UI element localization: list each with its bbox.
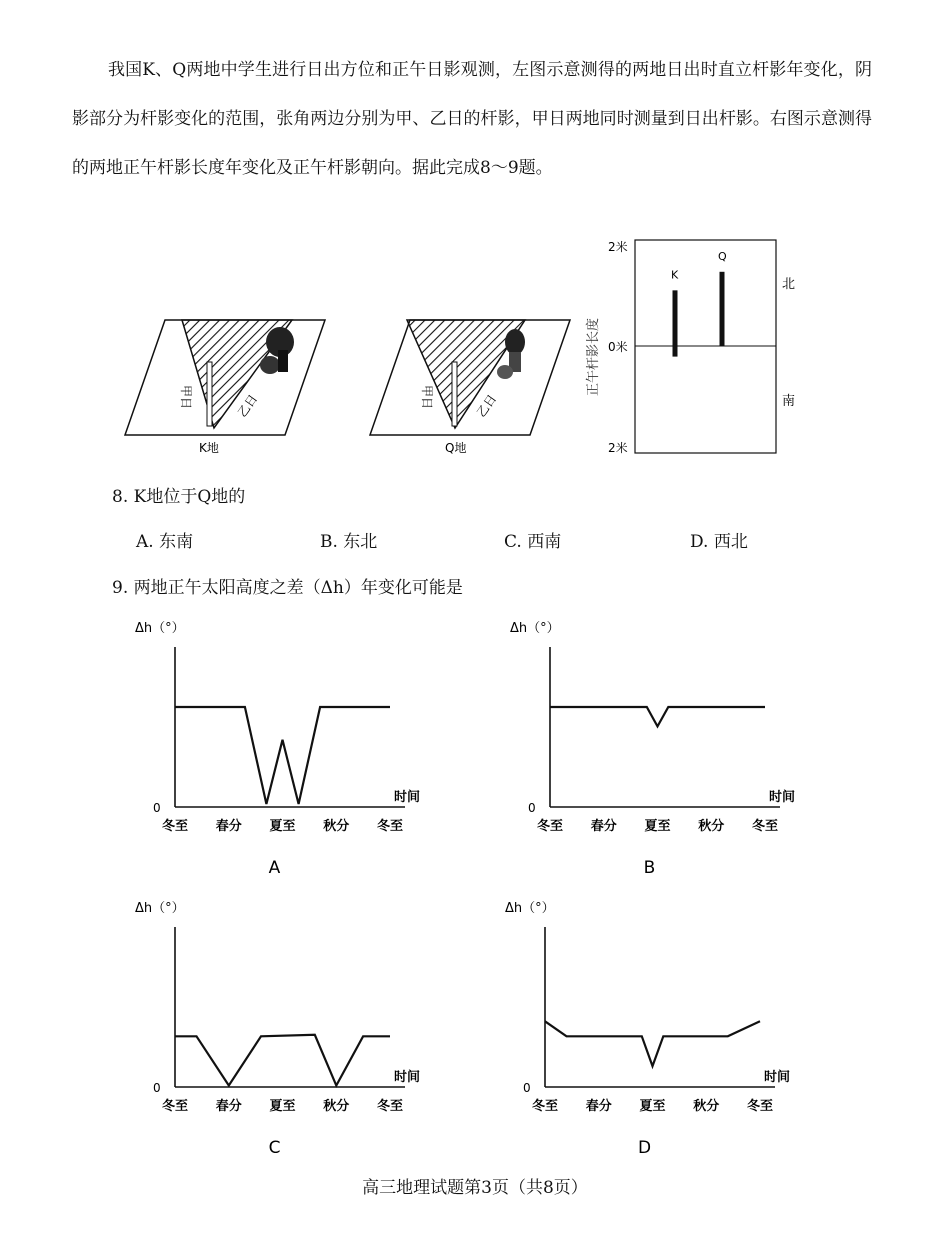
page-footer: 高三地理试题第3页（共8页）	[362, 1178, 588, 1198]
q-jia-label: 甲日	[420, 385, 434, 410]
k-jia-label: 甲日	[179, 385, 193, 410]
x-tick-label: 夏至	[269, 1099, 296, 1114]
top-tick: 2米	[608, 240, 628, 254]
x-tick-label: 秋分	[323, 819, 350, 834]
y-axis-label: 正午杆影长度	[586, 317, 601, 396]
bottom-tick: 2米	[608, 441, 628, 455]
noon-shadow-chart	[575, 232, 815, 462]
q9-stem: 9. 两地正午太阳高度之差（Δh）年变化可能是	[112, 578, 463, 598]
x-tick-label: 冬至	[531, 1099, 559, 1114]
x-axis-label: 时间	[394, 790, 421, 805]
x-tick-label: 冬至	[161, 1099, 189, 1114]
k-yi-label: 乙日	[234, 392, 261, 420]
x-tick-label: 秋分	[323, 1099, 350, 1114]
x-tick-label: 夏至	[639, 1099, 666, 1114]
pole	[207, 362, 212, 426]
q-yi-label: 乙日	[473, 392, 500, 420]
q8-option-a[interactable]: A. 东南	[136, 532, 194, 552]
x-tick-label: 冬至	[751, 819, 779, 834]
sunrise-shadow-figure	[120, 310, 580, 460]
x-tick-label: 冬至	[746, 1099, 774, 1114]
q-caption: Q地	[445, 441, 467, 455]
chart-b[interactable]	[505, 612, 805, 877]
q8-stem: 8. K地位于Q地的	[112, 487, 246, 507]
series-line	[545, 1021, 760, 1066]
y-axis-label: Δh（°）	[510, 621, 560, 636]
bar-label-k: K	[671, 268, 679, 282]
series-line	[175, 1035, 390, 1086]
chart-a[interactable]	[130, 612, 430, 877]
q8-option-c[interactable]: C. 西南	[504, 532, 562, 552]
q8-option-b[interactable]: B. 东北	[320, 532, 378, 552]
q8-option-d[interactable]: D. 西北	[690, 532, 748, 552]
series-line	[175, 707, 390, 804]
y-zero-label: 0	[528, 801, 536, 815]
k-site-diagram	[125, 320, 325, 455]
x-axis-label: 时间	[394, 1070, 421, 1085]
chart-option-label: C	[268, 1138, 281, 1157]
chart-option-label: B	[643, 858, 656, 877]
bar-k	[673, 290, 678, 356]
bar-q	[720, 272, 725, 346]
k-caption: K地	[199, 441, 219, 455]
x-tick-label: 秋分	[693, 1099, 720, 1114]
x-tick-label: 冬至	[376, 1099, 404, 1114]
x-axis-label: 时间	[764, 1070, 791, 1085]
x-tick-label: 冬至	[376, 819, 404, 834]
x-tick-label: 秋分	[698, 819, 725, 834]
y-zero-label: 0	[153, 801, 161, 815]
x-tick-label: 春分	[585, 1099, 612, 1114]
y-zero-label: 0	[523, 1081, 531, 1095]
chart-c[interactable]	[130, 892, 430, 1157]
bar-label-q: Q	[718, 249, 727, 263]
chart-option-label: A	[268, 858, 281, 877]
intro-paragraph: 我国K、Q两地中学生进行日出方位和正午日影观测，左图示意测得的两地日出时直立杆影年变化，阴影部分为杆影变化的范围，张角两边分别为甲、乙日的杆影，甲日两地同时测量到日出杆影。右图示意测得的两地正午杆影长度年变化及正午杆影朝向。据此完成8～9题。	[72, 60, 872, 178]
x-tick-label: 夏至	[269, 819, 296, 834]
x-axis-label: 时间	[769, 790, 796, 805]
mid-tick: 0米	[608, 340, 628, 354]
series-line	[550, 707, 765, 726]
noon-shadow-bars	[671, 250, 727, 357]
y-axis-label: Δh（°）	[135, 901, 185, 916]
x-tick-label: 春分	[215, 1099, 242, 1114]
q-site-diagram	[370, 320, 570, 455]
y-axis-label: Δh（°）	[135, 621, 185, 636]
chart-d[interactable]	[500, 892, 800, 1157]
x-tick-label: 冬至	[536, 819, 564, 834]
y-axis-label: Δh（°）	[505, 901, 555, 916]
y-zero-label: 0	[153, 1081, 161, 1095]
south-label: 南	[782, 394, 796, 409]
chart-option-label: D	[637, 1138, 652, 1157]
x-tick-label: 夏至	[644, 819, 671, 834]
north-label: 北	[782, 277, 796, 292]
x-tick-label: 春分	[590, 819, 617, 834]
pole	[452, 362, 457, 426]
x-tick-label: 冬至	[161, 819, 189, 834]
x-tick-label: 春分	[215, 819, 242, 834]
